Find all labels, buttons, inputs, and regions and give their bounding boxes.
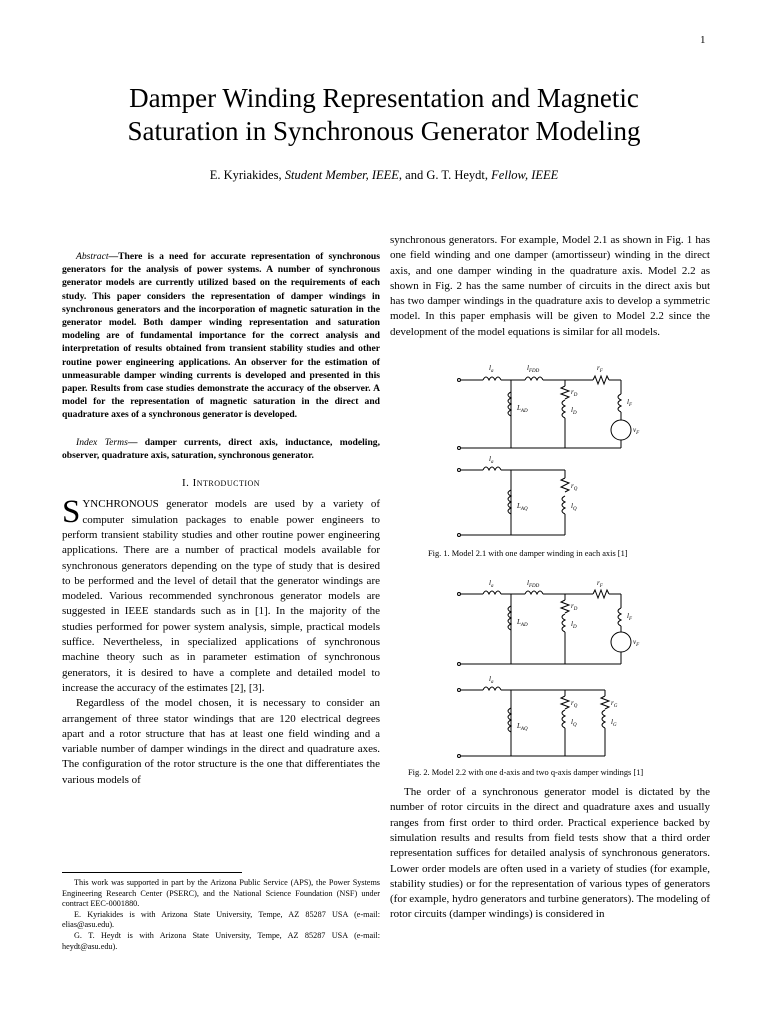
abstract-label: Abstract (76, 251, 109, 262)
section-heading (62, 476, 380, 491)
author-1-role: Student Member, IEEE (284, 168, 399, 182)
author-line (0, 168, 768, 183)
fig1-label-lQ: $l_Q$ (571, 502, 577, 512)
fig2-label-rd: $r_D$ (571, 602, 578, 612)
page-number: 1 (700, 34, 706, 46)
abstract-text: —There is a need for accurate representation of synchronous generators for the analysis of power systems. A number of synchronous generator models are currently utilized based on the requirements of each study. This paper considers the representation of damper windings in synchronous generators and the incorporation of magnetic saturation in the generator model. Both damper winding representation and saturation modeling are of fundamental importance for the correct analysis and interpretation of results obtained from transient stability studies and other routine power engineering applications. An observer for the estimation of unmeasurable damper winding currents is developed and presented in this paper. Results from case studies demonstrate the accuracy of the observer. A model for the representation of magnetic saturation in the direct and quadrature axes of a synchronous generator is developed. (62, 251, 380, 421)
fig2-label-rG: $r_G$ (611, 699, 618, 709)
intro-paragraph-2: Regardless of the model chosen, it is necessary to consider an arrangement of three stator windings that are 120 electrical degrees apart and a rotor structure that has at least one field winding and a variable number of damper windings in the direct and quadrature axes. The configuration of the rotor structure is the one that differentiates the various models of (62, 697, 380, 786)
section-numeral: I. (181, 477, 193, 490)
title-line-2: Saturation in Synchronous Generator Modeling (127, 116, 641, 146)
fig2-label-ld: $l_D$ (571, 620, 577, 630)
fig1-label-lfd: $l_{FDD}$ (527, 364, 540, 374)
figure-1-caption: Fig. 1. Model 2.1 with one damper winding in each axis [1] (428, 549, 628, 558)
intro-paragraph-1 (62, 494, 380, 696)
intro-p1-text: YNCHRONOUS generator models are used by a variety of computer simulation packages to enable power engineers to perform transient stability studies and other routine power engineering applications. There are a number of practical models available for synchronous generators depending on the type of study that is desired to be performed and the level of detail that the generator windings are modeled. Various recommended synchronous generator models are suggested in IEEE standards such as in [1]. In the majority of the studies performed for power system analysis, simple, practical models suffice. Nevertheless, in specialized applications of synchronous machine theory such as in parameter estimation of synchronous generators, it is desired to have a complete and detailed model to increase the accuracy of the estimates [2], [3]. (62, 498, 380, 694)
fig1-label-LAQ: $L_{AQ}$ (517, 502, 528, 512)
index-terms-label: Index Terms (76, 436, 128, 448)
fig2-label-LAQ: $L_{AQ}$ (517, 722, 528, 732)
abstract (62, 250, 380, 422)
footnote-author-2: G. T. Heydt is with Arizona State University, Tempe, AZ 85287 USA (e-mail: heydt@asu.edu). (62, 930, 380, 951)
fig2-label-vF: $v_F$ (633, 638, 640, 648)
figure-2-circuit (455, 578, 685, 763)
fig1-label-rQ: $r_Q$ (571, 482, 578, 492)
fig1-label-rf: $r_F$ (597, 364, 603, 374)
fig2-label-lG: $l_G$ (611, 718, 617, 728)
fig1-label-lF: $l_F$ (627, 398, 633, 408)
section-title: Introduction (192, 477, 261, 490)
right-paragraph-1: synchronous generators. For example, Model 2.1 as shown in Fig. 1 has one field winding and one damper (amortisseur) winding in the direct axis, and one damper winding in the quadrature axis. Model 2.2 as shown in Fig. 2 has the same number of circuits in the direct axis but has two damper windings in the quadrature axis to develop a symmetric model. In this paper emphasis will be given to Model 2.2 since the development of the model equations is similar for all models. (390, 234, 710, 338)
fig2-label-la-q: $l_a$ (489, 675, 494, 685)
fig2-label-lF: $l_F$ (627, 612, 633, 622)
left-column (62, 250, 380, 788)
fig2-label-rQ: $r_Q$ (571, 699, 578, 709)
author-joiner: , and G. T. Heydt, (398, 168, 492, 182)
title-line-1: Damper Winding Representation and Magnetic (129, 83, 639, 113)
author-2-role: Fellow, IEEE (491, 168, 559, 182)
footnote-author-1: E. Kyriakides is with Arizona State University, Tempe, AZ 85287 USA (e-mail: elias@asu.edu). (62, 909, 380, 930)
footnote-rule (62, 872, 242, 873)
right-paragraph-2: The order of a synchronous generator model is dictated by the number of rotor circuits in the direct and quadrature axes and usually ranges from first order to third order. Practical experience backed by simulation results and results from field tests show that a third order representation suffices for detailed analysis of synchronous generators. Lower order models are often used in a variety of studies (for example, stability studies) or for the representation of various types of generators (for example, hydro generators and turbine generators). The modeling of rotor circuits (damper windings) is considered in (390, 786, 710, 921)
fig1-label-la-q: $l_a$ (489, 455, 494, 465)
fig2-label-LAD: $L_{AD}$ (517, 618, 528, 628)
figure-2-caption: Fig. 2. Model 2.2 with one d-axis and two q-axis damper windings [1] (408, 768, 644, 777)
paper-title (0, 82, 768, 148)
fig2-label-lQ: $l_Q$ (571, 718, 577, 728)
author-1-name: E. Kyriakides, (209, 168, 285, 182)
index-terms-text: — damper currents, direct axis, inductance, modeling, observer, quadrature axis, saturation, synchronous generator. (62, 436, 381, 461)
fig2-label-rf: $r_F$ (597, 579, 603, 589)
index-terms (62, 436, 380, 462)
figure-1-circuit (455, 360, 655, 545)
footnotes (62, 878, 380, 952)
fig1-label-la: $l_a$ (489, 364, 494, 374)
drop-cap: S (62, 494, 81, 531)
fig1-label-rd: $r_D$ (571, 388, 578, 398)
fig1-label-ld: $l_D$ (571, 406, 577, 416)
fig1-label-vF: $v_F$ (633, 426, 640, 436)
footnote-support: This work was supported in part by the Arizona Public Service (APS), the Power Systems Engineering Research Center (PSERC), and the National Science Foundation (NSF) under contract EEC-0001880. (62, 878, 380, 909)
fig2-label-la: $l_a$ (489, 579, 494, 589)
fig2-label-lfd: $l_{FDD}$ (527, 579, 540, 589)
fig1-label-LAD: $L_{AD}$ (517, 404, 528, 414)
